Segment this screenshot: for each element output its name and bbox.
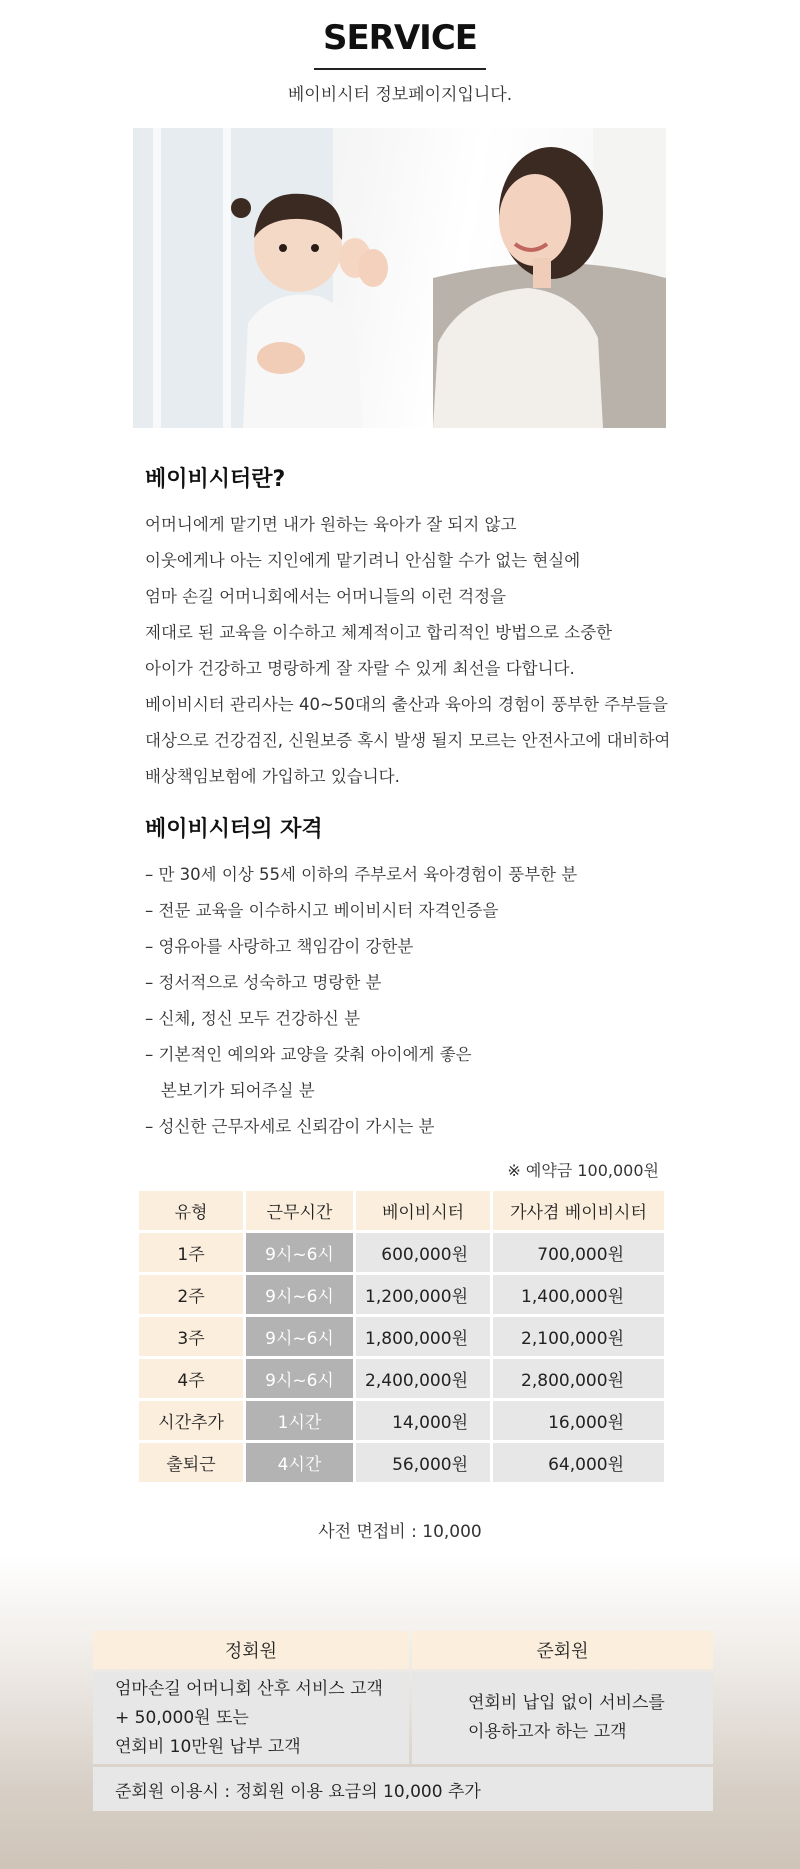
cell-hours: 9시~6시	[246, 1359, 353, 1398]
cell-hours: 9시~6시	[246, 1233, 353, 1272]
cell-housekeeping-price: 1,400,000원	[493, 1275, 664, 1314]
qualification-line: – 기본적인 예의와 교양을 갖춰 아이에게 좋은	[145, 1045, 472, 1064]
header-hours: 근무시간	[246, 1191, 353, 1230]
about-line: 이웃에게나 아는 지인에게 맡기려니 안심할 수가 없는 현실에	[145, 551, 581, 570]
header-housekeeping-sitter: 가사겸 베이비시터	[493, 1191, 664, 1230]
cell-sitter-price: 14,000원	[356, 1401, 490, 1440]
cell-sitter-price: 600,000원	[356, 1233, 490, 1272]
table-row	[139, 1317, 664, 1356]
qualification-line: – 성신한 근무자세로 신뢰감이 가시는 분	[145, 1117, 435, 1136]
price-table-header-row	[139, 1191, 664, 1230]
cell-sitter-price: 1,200,000원	[356, 1275, 490, 1314]
about-heading: 베이비시터란?	[145, 467, 286, 492]
cell-type: 4주	[139, 1359, 243, 1398]
cell-hours: 4시간	[246, 1443, 353, 1482]
qualification-heading: 베이비시터의 자격	[145, 817, 323, 842]
cell-sitter-price: 2,400,000원	[356, 1359, 490, 1398]
qualification-line: – 전문 교육을 이수하시고 베이비시터 자격인증을	[145, 901, 499, 920]
qualification-line: – 신체, 정신 모두 건강하신 분	[145, 1009, 361, 1028]
regular-desc-line: 연회비 10만원 납부 고객	[115, 1736, 301, 1757]
interview-fee-note: 사전 면접비 : 10,000	[318, 1522, 482, 1542]
about-line: 어머니에게 맡기면 내가 원하는 육아가 잘 되지 않고	[145, 515, 517, 534]
cell-housekeeping-price: 2,800,000원	[493, 1359, 664, 1398]
membership-table	[90, 1628, 716, 1814]
cell-type: 3주	[139, 1317, 243, 1356]
regular-desc-line: 엄마손길 어머니회 산후 서비스 고객	[115, 1678, 383, 1699]
cell-sitter-price: 56,000원	[356, 1443, 490, 1482]
page-subtitle: 베이비시터 정보페이지입니다.	[287, 85, 513, 105]
membership-footer-note: 준회원 이용시 : 정회원 이용 요금의 10,000 추가	[93, 1767, 713, 1811]
table-row	[139, 1443, 664, 1482]
table-row	[139, 1359, 664, 1398]
hero-photo	[133, 128, 666, 428]
membership-footer-row	[93, 1767, 713, 1811]
table-row	[139, 1401, 664, 1440]
qualification-line: – 만 30세 이상 55세 이하의 주부로서 육아경험이 풍부한 분	[145, 865, 578, 884]
price-table	[136, 1188, 667, 1485]
cell-type: 시간추가	[139, 1401, 243, 1440]
membership-body-row	[93, 1672, 713, 1764]
regular-member-desc	[93, 1672, 409, 1764]
cell-housekeeping-price: 2,100,000원	[493, 1317, 664, 1356]
cell-type: 2주	[139, 1275, 243, 1314]
associate-desc-line: 이용하고자 하는 고객	[468, 1722, 627, 1742]
regular-member-header: 정회원	[93, 1631, 409, 1669]
associate-desc-line: 연회비 납입 없이 서비스를	[468, 1693, 665, 1713]
about-line: 대상으로 건강검진, 신원보증 혹시 발생 될지 모르는 안전사고에 대비하여	[145, 731, 671, 750]
about-line: 베이비시터 관리사는 40~50대의 출산과 육아의 경험이 풍부한 주부들을	[145, 695, 668, 714]
mother-and-baby-illustration	[133, 128, 666, 428]
cell-hours: 1시간	[246, 1401, 353, 1440]
table-row	[139, 1275, 664, 1314]
cell-type: 1주	[139, 1233, 243, 1272]
about-line: 엄마 손길 어머니회에서는 어머니들의 이런 걱정을	[145, 587, 506, 606]
qualification-line: – 영유아를 사랑하고 책임감이 강한분	[145, 937, 414, 956]
about-line: 제대로 된 교육을 이수하고 체계적이고 합리적인 방법으로 소중한	[145, 623, 613, 642]
deposit-note: ※ 예약금 100,000원	[507, 1161, 659, 1180]
header-type: 유형	[139, 1191, 243, 1230]
cell-hours: 9시~6시	[246, 1275, 353, 1314]
header-sitter: 베이비시터	[356, 1191, 490, 1230]
cell-type: 출퇴근	[139, 1443, 243, 1482]
title-underline	[314, 68, 486, 70]
qualification-line: 본보기가 되어주실 분	[145, 1081, 315, 1100]
associate-member-header: 준회원	[412, 1631, 713, 1669]
qualification-line: – 정서적으로 성숙하고 명랑한 분	[145, 973, 382, 992]
page-title: SERVICE	[322, 18, 478, 58]
about-line: 배상책임보험에 가입하고 있습니다.	[145, 767, 400, 786]
about-line: 아이가 건강하고 명랑하게 잘 자랄 수 있게 최선을 다합니다.	[145, 659, 575, 678]
regular-desc-line: + 50,000원 또는	[115, 1707, 249, 1728]
cell-sitter-price: 1,800,000원	[356, 1317, 490, 1356]
membership-header-row	[93, 1631, 713, 1669]
cell-housekeeping-price: 64,000원	[493, 1443, 664, 1482]
associate-member-desc	[412, 1672, 713, 1764]
table-row	[139, 1233, 664, 1272]
cell-hours: 9시~6시	[246, 1317, 353, 1356]
cell-housekeeping-price: 16,000원	[493, 1401, 664, 1440]
cell-housekeeping-price: 700,000원	[493, 1233, 664, 1272]
